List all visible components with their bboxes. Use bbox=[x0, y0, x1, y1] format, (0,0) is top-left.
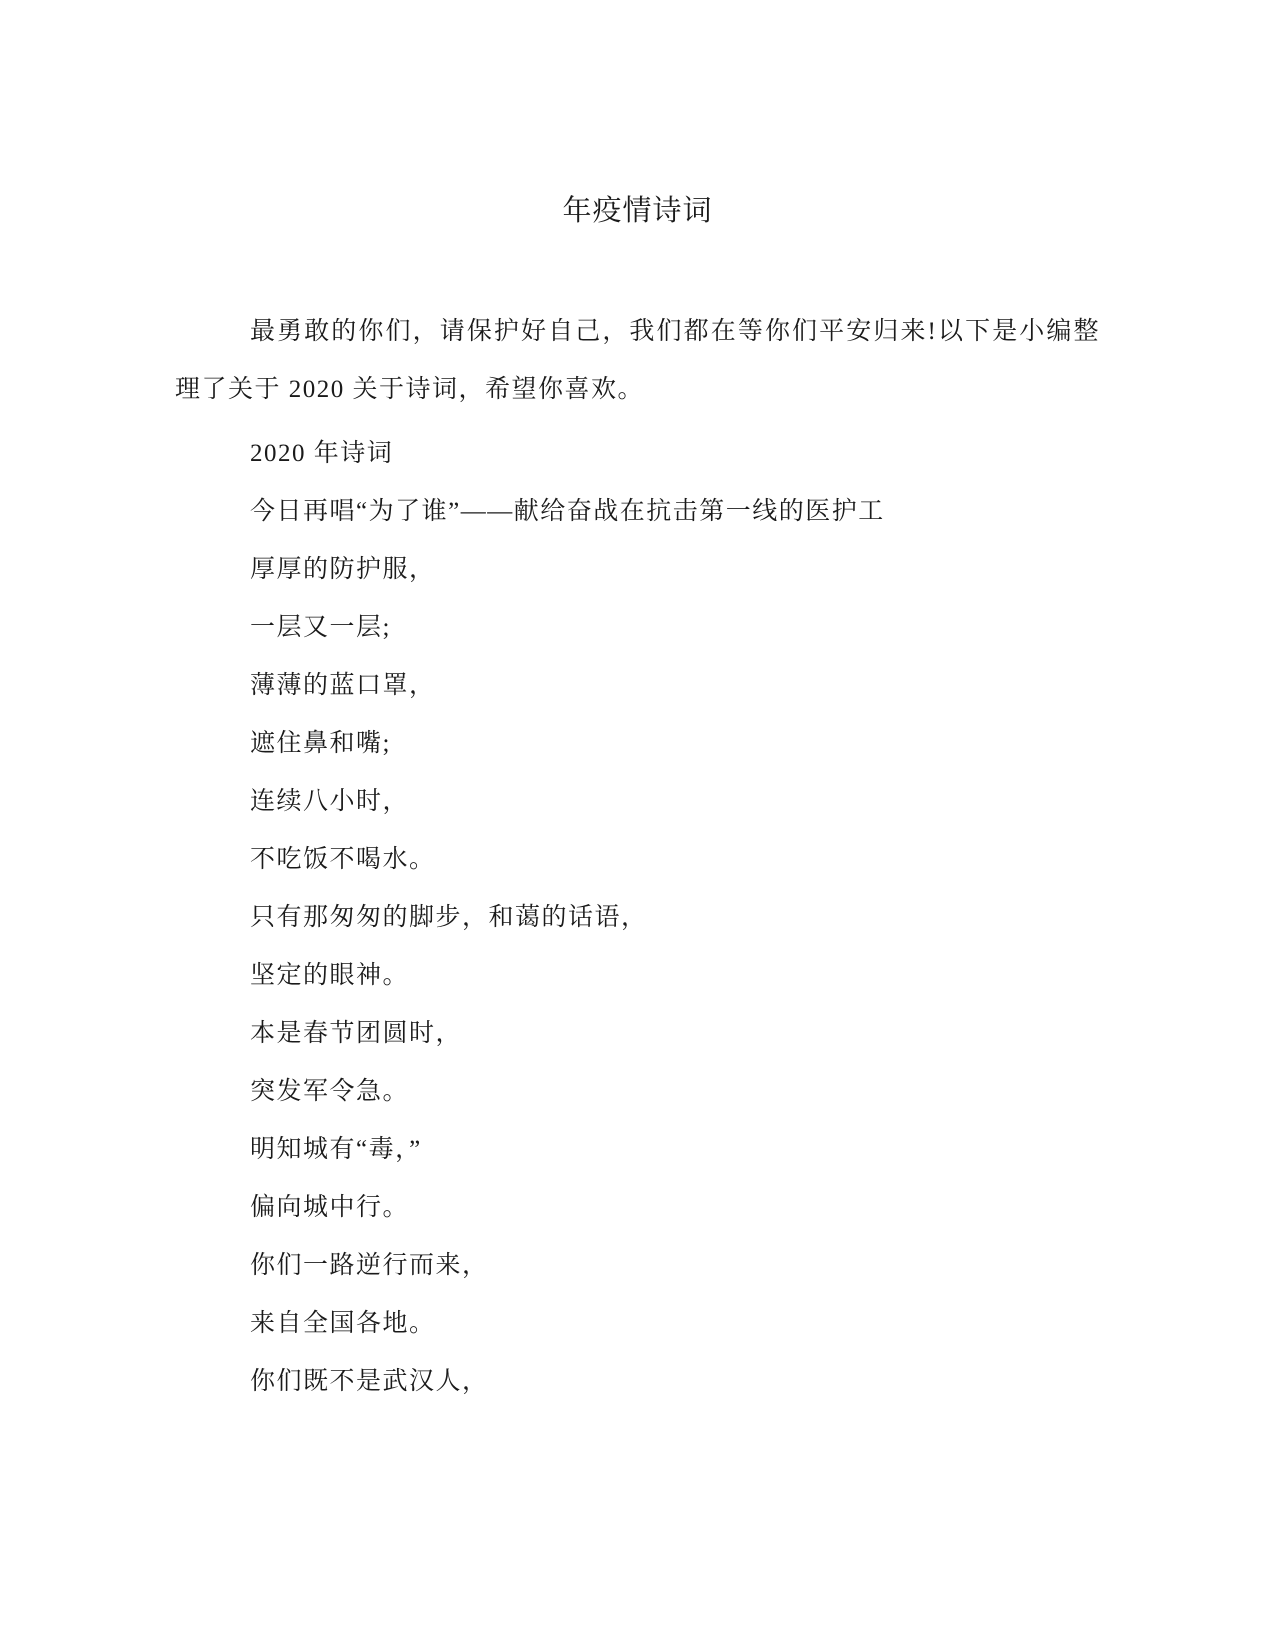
page-title: 年疫情诗词 bbox=[562, 195, 713, 227]
poem-line: 明知城有“毒，” bbox=[250, 1136, 422, 1163]
poem-line: 偏向城中行。 bbox=[250, 1194, 410, 1221]
poem-line: 突发军令急。 bbox=[250, 1078, 410, 1105]
poem-line: 2020 年诗词 bbox=[250, 440, 394, 467]
poem-lines bbox=[175, 419, 1100, 1411]
poem-line: 今日再唱“为了谁”——献给奋战在抗击第一线的医护工 bbox=[250, 498, 885, 525]
poem-line: 坚定的眼神。 bbox=[250, 962, 410, 989]
poem-line: 遮住鼻和嘴; bbox=[250, 730, 391, 757]
poem-line: 一层又一层; bbox=[250, 614, 391, 641]
document-body bbox=[175, 0, 1100, 1411]
poem-line: 薄薄的蓝口罩， bbox=[250, 672, 436, 699]
poem-line: 只有那匆匆的脚步，和蔼的话语， bbox=[250, 904, 648, 931]
poem-line: 厚厚的防护服， bbox=[250, 556, 436, 583]
poem-line: 连续八小时， bbox=[250, 788, 410, 815]
poem-line: 不吃饭不喝水。 bbox=[250, 846, 436, 873]
intro-paragraph: 最勇敢的你们，请保护好自己，我们都在等你们平安归来!以下是小编整理了关于 2020 关于诗词，希望你喜欢。 bbox=[175, 318, 1100, 403]
poem-line: 你们既不是武汉人， bbox=[250, 1368, 489, 1395]
poem-line: 来自全国各地。 bbox=[250, 1310, 436, 1337]
poem-line: 你们一路逆行而来， bbox=[250, 1252, 489, 1279]
poem-line: 本是春节团圆时， bbox=[250, 1020, 463, 1047]
